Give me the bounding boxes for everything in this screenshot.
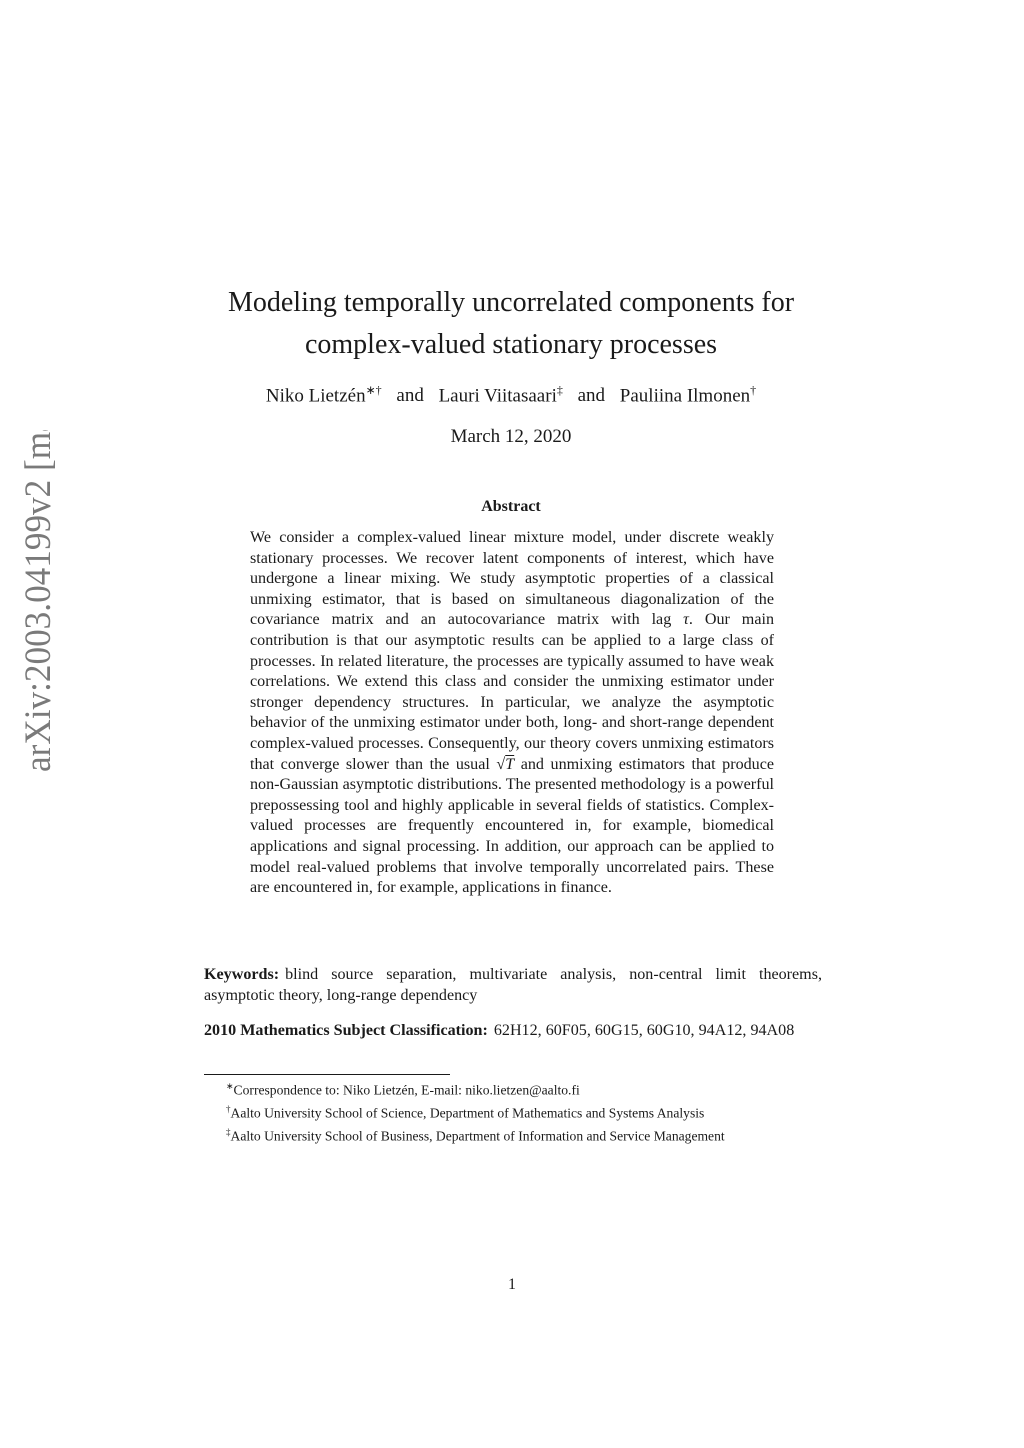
author-separator: and: [577, 385, 606, 407]
title-line-1: Modeling temporally uncorrelated components for: [227, 287, 795, 318]
msc-label: 2010 Mathematics Subject Classification:: [204, 1022, 488, 1039]
footnote-mark: ∗: [226, 1081, 234, 1091]
footnote: [204, 1100, 822, 1123]
author-list: [150, 383, 872, 407]
msc-classification-section: [204, 1019, 822, 1043]
abstract-text-part-3: and unmixing estimators that produce non-Gaussian asymptotic distributions. The presented methodology is a powerful prepossessing tool and highly applicable in several fields of statistics. Complex-valued processes are frequently encountered in, for example, biomedical applications and signal processing. In addition, our approach can be applied to model real-valued problems that involve temporally uncorrelated pairs. These are encountered in, for example, applications in finance.: [250, 755, 774, 897]
abstract-sqrt-variable: T: [505, 755, 515, 773]
msc-codes: 62H12, 60F05, 60G15, 60G10, 94A12, 94A08: [493, 1022, 795, 1039]
abstract-heading: Abstract: [481, 498, 541, 515]
author-name: Pauliina Ilmonen: [619, 385, 751, 407]
author-affiliation-mark: ∗†: [365, 383, 382, 397]
author-separator: and: [396, 385, 424, 407]
abstract-body: [250, 528, 774, 899]
paper-title: [150, 282, 872, 366]
footnotes: [204, 1077, 822, 1146]
abstract-sqrt-symbol: √: [496, 755, 506, 773]
footnote: [204, 1123, 822, 1146]
arxiv-identifier-stamp: [22, 430, 72, 1070]
page-number: 1: [508, 1276, 516, 1293]
footnote-text: Aalto University School of Business, Department of Information and Service Management: [230, 1128, 725, 1144]
author-name: Lauri Viitasaari: [438, 385, 557, 407]
author-affiliation-mark: †: [750, 383, 757, 397]
abstract-tau-symbol: τ: [683, 611, 689, 629]
abstract-text-part-2: . Our main contribution is that our asymptotic results can be applied to a large class of processes. In related literature, the processes are typically assumed to have weak correlations. We extend this class and consider the unmixing estimator under stronger dependency structures. In particular, we analyze the asymptotic behavior of the unmixing estimator under both, long- and short-range dependent complex-valued processes. Consequently, our theory covers unmixing estimators that converge slower than the usual: [250, 611, 774, 773]
abstract-text-part-1: We consider a complex-valued linear mixture model, under discrete weakly stationary processes. We recover latent components of interest, which have undergone a linear mixing. We study asymptotic properties of a classical unmixing estimator, that is based on simultaneous diagonalization of the covariance matrix and an autocovariance matrix with lag: [250, 529, 774, 629]
keywords-label: Keywords:: [204, 966, 280, 983]
footnote-text: Aalto University School of Science, Department of Mathematics and Systems Analysis: [230, 1105, 705, 1121]
footnote-text: Correspondence to: Niko Lietzén, E-mail: niko.lietzen@aalto.fi: [233, 1082, 580, 1098]
author-name: Niko Lietzén: [265, 385, 366, 407]
keywords-text: blind source separation, multivariate analysis, non-central limit theorems, asymptotic theory, long-range dependency: [204, 966, 822, 1004]
footnote: [204, 1077, 822, 1100]
title-line-2: complex-valued stationary processes: [304, 329, 718, 360]
author-affiliation-mark: ‡: [556, 383, 563, 397]
arxiv-identifier-text: arXiv:2003.04199v2 [math.ST] 11 Mar 2020: [22, 430, 59, 772]
footnote-mark: †: [226, 1104, 231, 1115]
footnote-mark: ‡: [226, 1127, 231, 1138]
footnote-rule: [204, 1074, 450, 1075]
keywords-section: [204, 964, 822, 1006]
publication-date: March 12, 2020: [450, 426, 572, 447]
